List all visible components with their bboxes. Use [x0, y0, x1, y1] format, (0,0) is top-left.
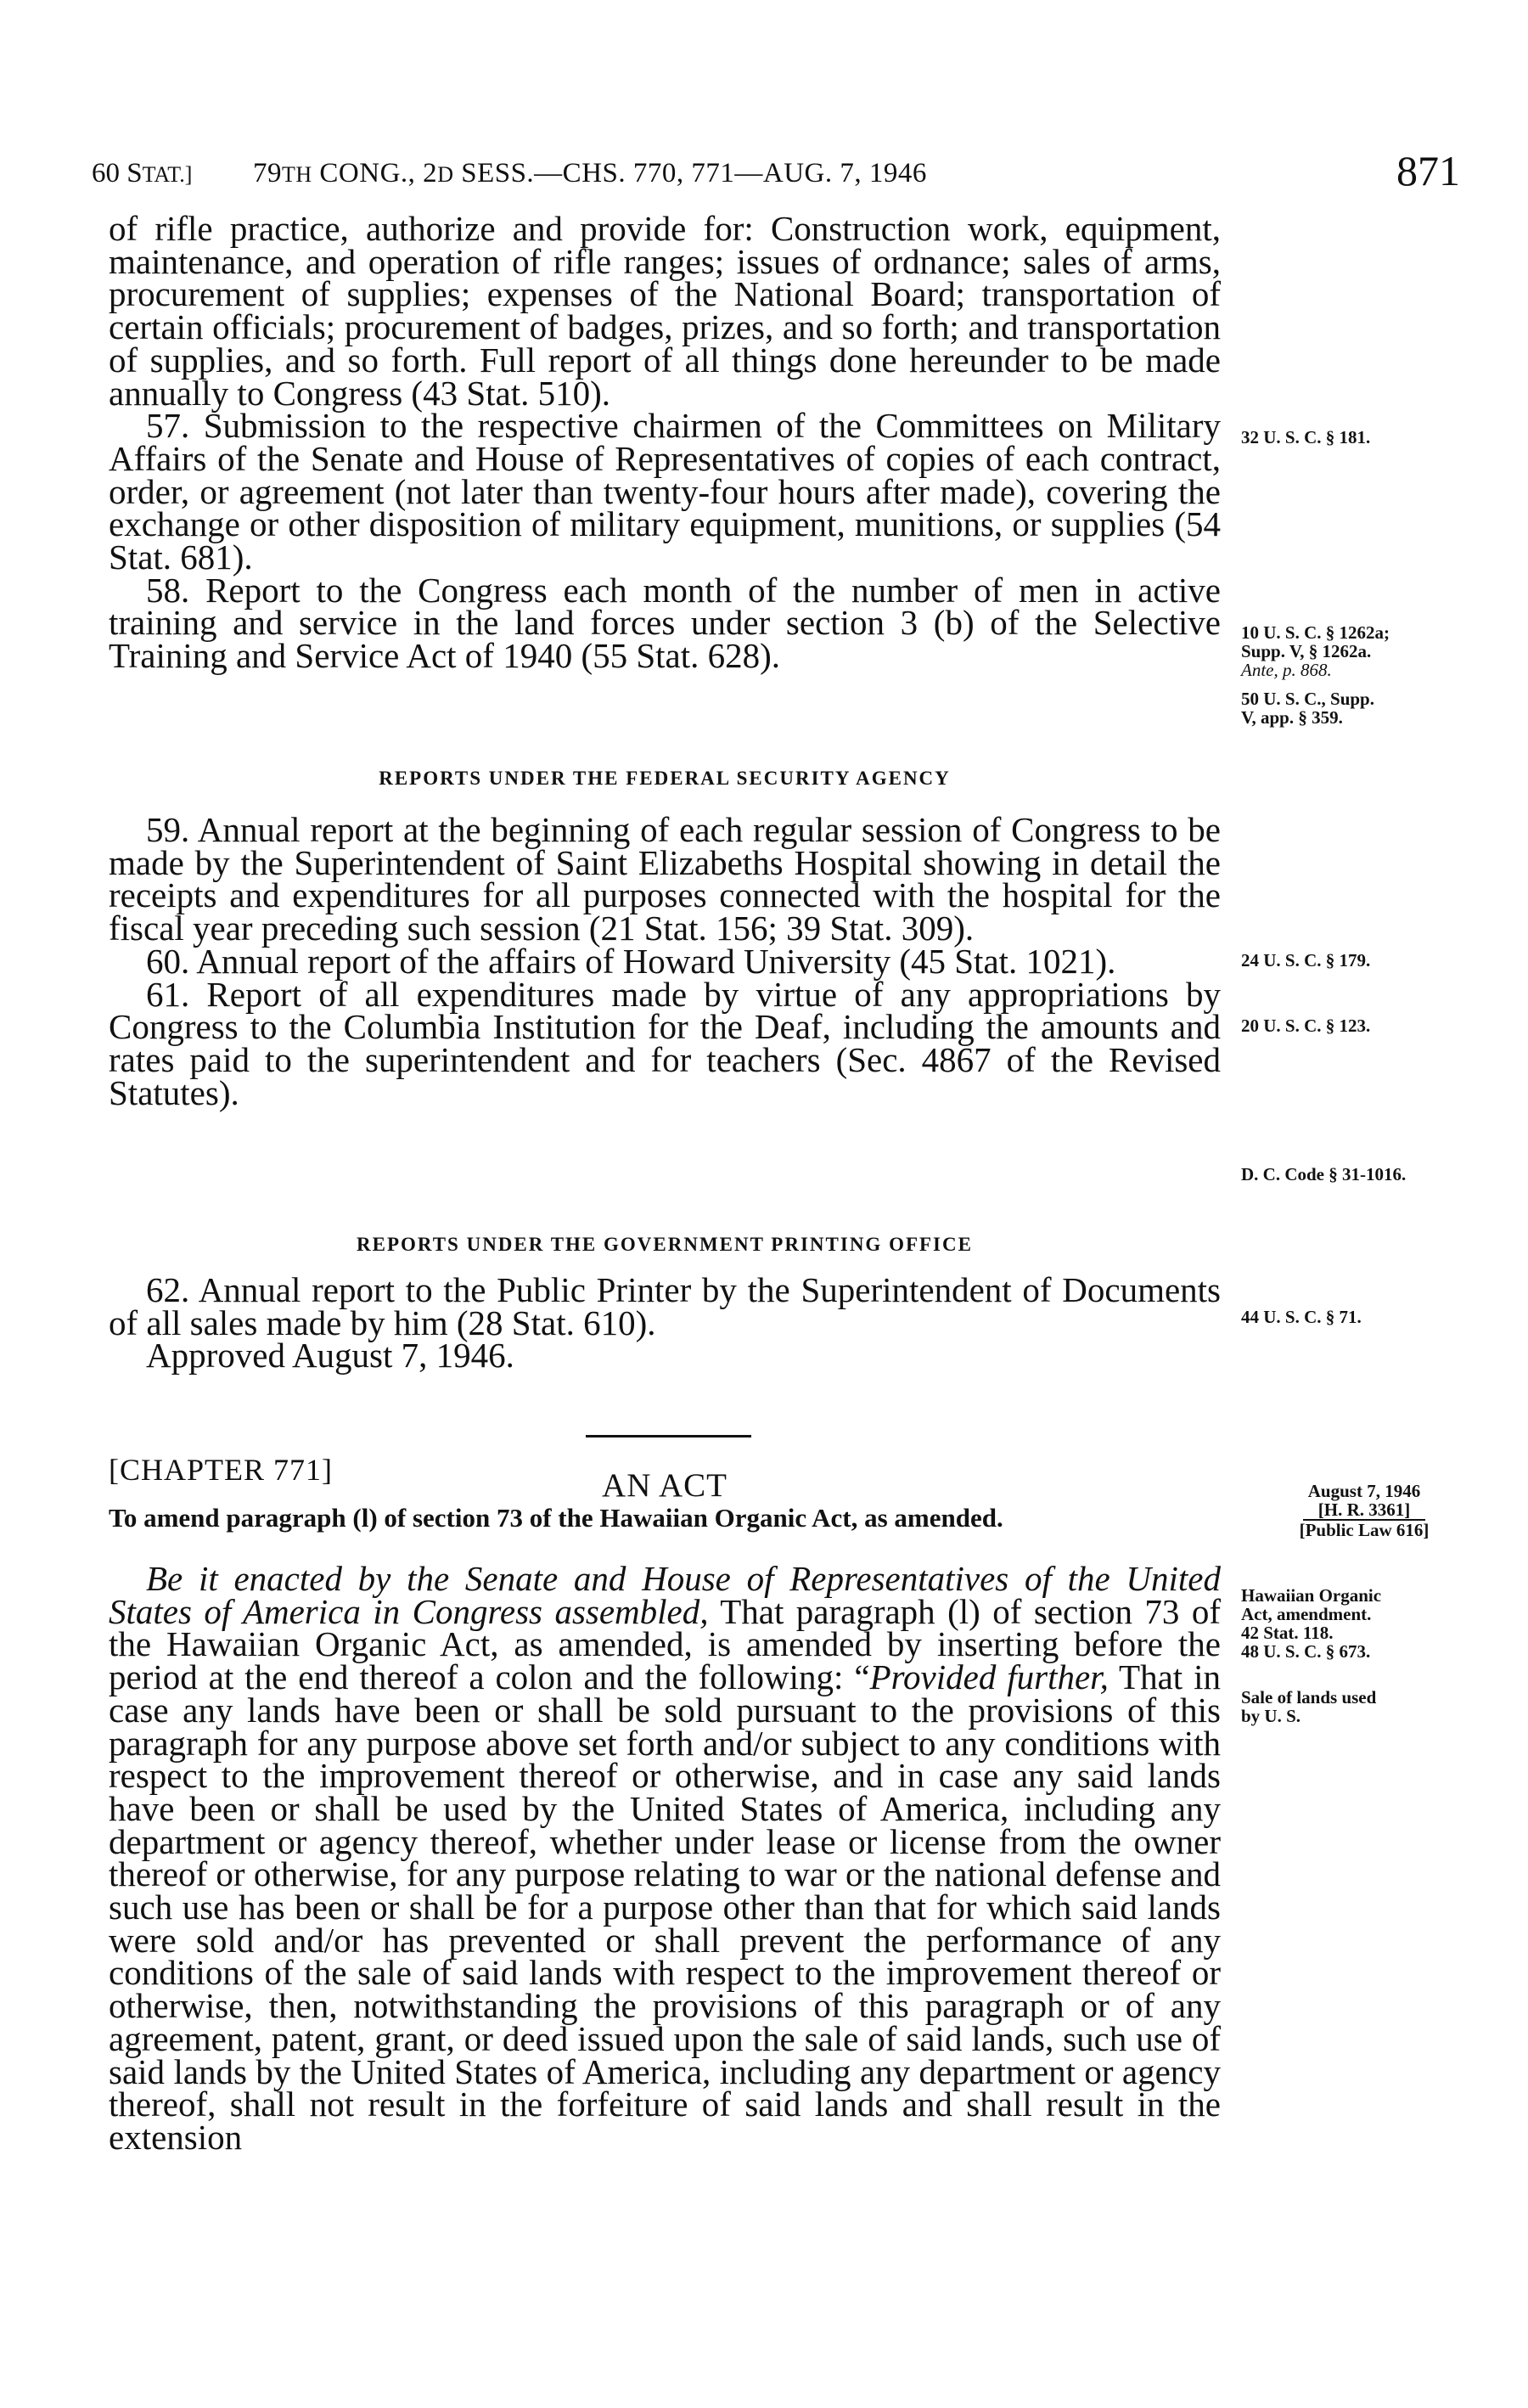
- section-heading-fsa-wrap: [109, 768, 1221, 790]
- act-body-start: That paragraph (l) of section 73 of the Hawaiian Organic Act, as amended, is amended by inserting before the period at the end thereof a colon and the following: “: [109, 1591, 1221, 1697]
- main-text-chapter: [109, 1559, 1221, 2157]
- public-law-number: [Public Law 616]: [1299, 1520, 1430, 1540]
- main-text-upper: [109, 209, 1221, 676]
- act-body-rest: That in case any lands have been or shall be sold pursuant to the provisions of this paragraph for any purpose above set forth and/or subject to any conditions with respect to the improvement thereof or otherwise, and in case any said lands have been or shall be used by the United States of America, including any department or agency thereof, whether under lease or license from the owner thereof or otherwise, for any purpose relating to war or the national defense and such use has been or shall be for a purpose other than that for which said lands were sold and/or has prevented or shall prevent the performance of any conditions of the sale of said lands with respect to the improvement thereof or otherwise, then, notwithstanding the provisions of this paragraph or of any agreement, patent, grant, or deed issued upon the sale of said lands, such use of said lands by the United States of America, including any department or agency thereof, shall not result in the forfeiture of said lands and shall result in the extension: [109, 1657, 1221, 2157]
- paragraph-intro: of rifle practice, authorize and provide for: Construction work, equipment, maintenance, and operation of rifle ranges; issues of ordnance; sales of arms, procurement of supplies; expenses of the National Board; transportation of certain officials; procurement of badges, prizes, and so forth; and transportation of supplies, and so forth. Full report of all things done hereunder to be made annually to Congress (43 Stat. 510).: [109, 209, 1221, 413]
- margin-note-50usc: [1241, 689, 1477, 727]
- margin-note-hawaiian-act: [1241, 1586, 1477, 1661]
- act-title: AN ACT: [602, 1467, 727, 1504]
- bill-number-text: [H. R. 3361]: [1303, 1500, 1426, 1521]
- margin-note-10usc: [1241, 623, 1477, 679]
- margin-note-sale-of-lands: [1241, 1688, 1477, 1725]
- margin-note-line: Act, amendment.: [1241, 1604, 1372, 1624]
- section-heading-gpo-wrap: [109, 1234, 1221, 1256]
- margin-note-line: by U. S.: [1241, 1706, 1301, 1726]
- margin-note-line: 42 Stat. 118.: [1241, 1623, 1334, 1643]
- paragraph-58: 58. Report to the Congress each month of the number of men in active training and service in the land forces under section 3 (b) of the Selective Training and Service Act of 1940 (55 Stat. 628).: [109, 570, 1221, 676]
- enacting-clause: Be it enacted by the Senate and House of Representatives of the United States of America in Congress assembled,: [109, 1559, 1221, 1631]
- main-text-gpo: [109, 1270, 1221, 1376]
- act-description: To amend paragraph (l) of section 73 of the Hawaiian Organic Act, as amended.: [109, 1503, 1003, 1533]
- session-ordinal: D: [437, 162, 454, 187]
- margin-note-line: Sale of lands used: [1241, 1687, 1377, 1708]
- paragraph-57: 57. Submission to the respective chairmen of the Committees on Military Affairs of the Senate and House of Representatives of copies of each contract, order, or agreement (not later than twenty-four hours after made), covering the exchange or other disposition of military equipment, munitions, or supplies (54 Stat. 681).: [109, 406, 1221, 577]
- margin-note-line: Ante, p. 868.: [1241, 660, 1332, 680]
- approval-line: Approved August 7, 1946.: [146, 1336, 514, 1376]
- page-number: 871: [1396, 147, 1460, 194]
- congress-number: 79: [253, 158, 282, 188]
- main-text-fsa: [109, 810, 1221, 1112]
- volume-reference: [92, 158, 192, 189]
- congress-session: CONG., 2: [312, 158, 438, 188]
- margin-note-line: 10 U. S. C. § 1262a;: [1241, 622, 1390, 643]
- act-body: [109, 1559, 1221, 2157]
- section-heading-gpo: REPORTS UNDER THE GOVERNMENT PRINTING OFFICE: [357, 1234, 973, 1255]
- paragraph-59: 59. Annual report at the beginning of each regular session of Congress to be made by the Superintendent of Saint Elizabeths Hospital showing in detail the receipts and expenditures for all purposes connected with the hospital for the fiscal year preceding such session (21 Stat. 156; 39 Stat. 309).: [109, 810, 1221, 948]
- chapter-label: [CHAPTER 771]: [109, 1453, 333, 1487]
- section-heading-fsa: REPORTS UNDER THE FEDERAL SECURITY AGENCY: [379, 768, 951, 789]
- margin-note-line: Supp. V, § 1262a.: [1241, 641, 1372, 661]
- chapter-divider: [586, 1435, 751, 1437]
- chapters-date: SESS.—CHS. 770, 771—AUG. 7, 1946: [453, 158, 927, 188]
- volume-abbrev: TAT.]: [142, 162, 193, 187]
- margin-note-dc-code: D. C. Code § 31-1016.: [1241, 1164, 1407, 1184]
- paragraph-61: 61. Report of all expenditures made by virtue of any appropriations by Congress to the Columbia Institution for the Deaf, including the amounts and rates paid to the superintendent and for teachers (Sec. 4867 of the Revised Statutes).: [109, 974, 1221, 1112]
- act-date-block: [1241, 1482, 1487, 1539]
- bill-number: [1241, 1500, 1487, 1521]
- volume-number: 60 S: [92, 158, 143, 188]
- paragraph-60: 60. Annual report of the affairs of Howard University (45 Stat. 1021).: [146, 941, 1116, 981]
- running-header: [92, 146, 1460, 197]
- margin-note-line: 48 U. S. C. § 673.: [1241, 1641, 1371, 1662]
- margin-note-line: V, app. § 359.: [1241, 707, 1343, 728]
- margin-note-32usc: 32 U. S. C. § 181.: [1241, 427, 1371, 447]
- act-date: August 7, 1946: [1307, 1481, 1421, 1501]
- congress-ordinal: TH: [282, 162, 312, 187]
- proviso-label: Provided further,: [869, 1657, 1109, 1697]
- session-reference: [253, 158, 927, 189]
- margin-note-line: 50 U. S. C., Supp.: [1241, 689, 1374, 709]
- margin-note-20usc: 20 U. S. C. § 123.: [1241, 1016, 1371, 1036]
- margin-note-24usc: 24 U. S. C. § 179.: [1241, 950, 1371, 971]
- paragraph-62: 62. Annual report to the Public Printer by the Superintendent of Documents of all sales made by him (28 Stat. 610).: [109, 1270, 1221, 1342]
- margin-note-line: Hawaiian Organic: [1241, 1585, 1382, 1606]
- margin-note-44usc: 44 U. S. C. § 71.: [1241, 1307, 1362, 1327]
